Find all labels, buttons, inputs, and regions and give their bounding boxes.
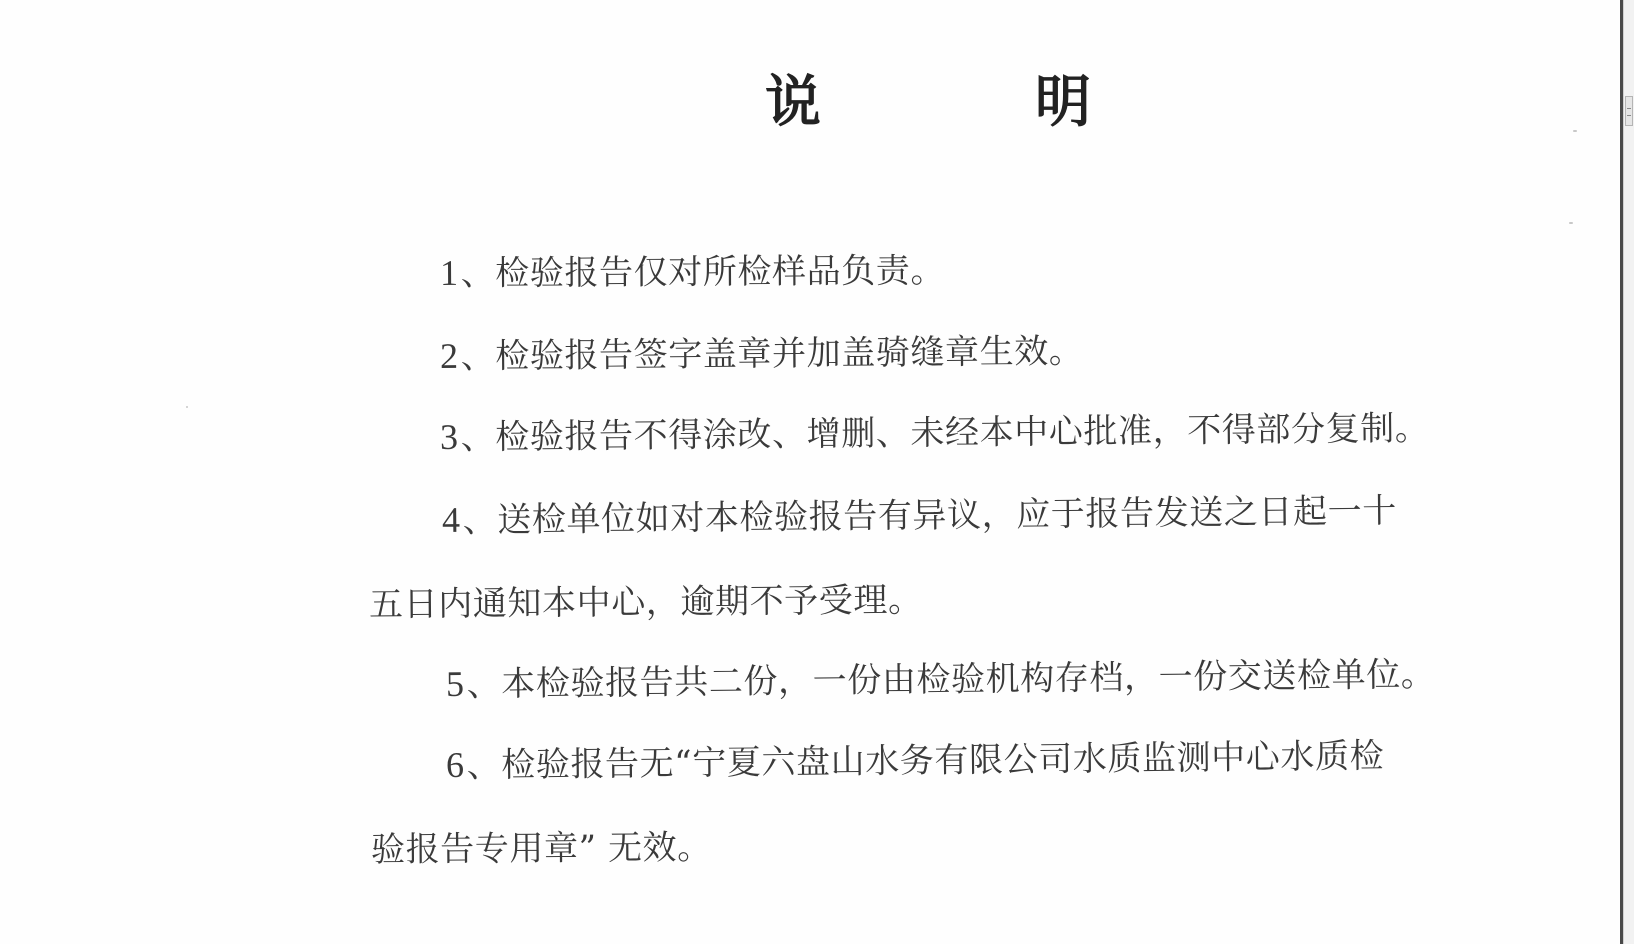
item-separator: 、	[462, 500, 498, 541]
item-number: 1	[439, 252, 459, 293]
item-text: 送检单位如对本检验报告有异议，应于报告发送之日起一十	[497, 491, 1398, 541]
item-text: 验报告专用章” 无效。	[370, 827, 712, 870]
item-text: 检验报告签字盖章并加盖骑缝章生效。	[495, 331, 1084, 377]
item-text: 本检验报告共二份，一份由检验机构存档，一份交送检单位。	[501, 654, 1436, 705]
vertical-scrollbar[interactable]	[1623, 0, 1634, 944]
scan-speck	[1573, 130, 1577, 132]
grip-icon	[1627, 108, 1631, 116]
item-separator: 、	[466, 664, 502, 705]
list-item	[446, 647, 1436, 706]
scrollbar-thumb[interactable]	[1625, 96, 1633, 126]
list-item-continuation	[371, 820, 712, 871]
item-number: 2	[439, 335, 459, 376]
list-item	[440, 243, 945, 295]
item-number: 3	[439, 416, 459, 457]
item-text: 检验报告无“宁夏六盘山水务有限公司水质监测中心水质检	[501, 736, 1385, 786]
scan-speck	[186, 406, 188, 408]
item-number: 4	[441, 499, 461, 540]
item-text: 五日内通知本中心，逾期不予受理。	[368, 580, 923, 625]
item-text: 检验报告仅对所检样品负责。	[495, 250, 946, 294]
scan-speck	[1569, 222, 1573, 224]
title-char-1: 说	[765, 69, 821, 135]
item-text: 检验报告不得涂改、增删、未经本中心批准，不得部分复制。	[495, 408, 1430, 458]
list-item	[442, 483, 1397, 542]
list-item	[440, 401, 1430, 459]
item-separator: 、	[460, 417, 496, 458]
item-separator: 、	[460, 336, 496, 377]
title-char-2: 明	[1035, 69, 1091, 135]
item-number: 5	[445, 663, 465, 704]
list-item	[440, 323, 1084, 378]
list-item	[446, 728, 1385, 787]
item-separator: 、	[460, 253, 496, 294]
item-separator: 、	[466, 745, 502, 786]
list-item-continuation	[369, 572, 923, 626]
item-number: 6	[445, 744, 465, 785]
